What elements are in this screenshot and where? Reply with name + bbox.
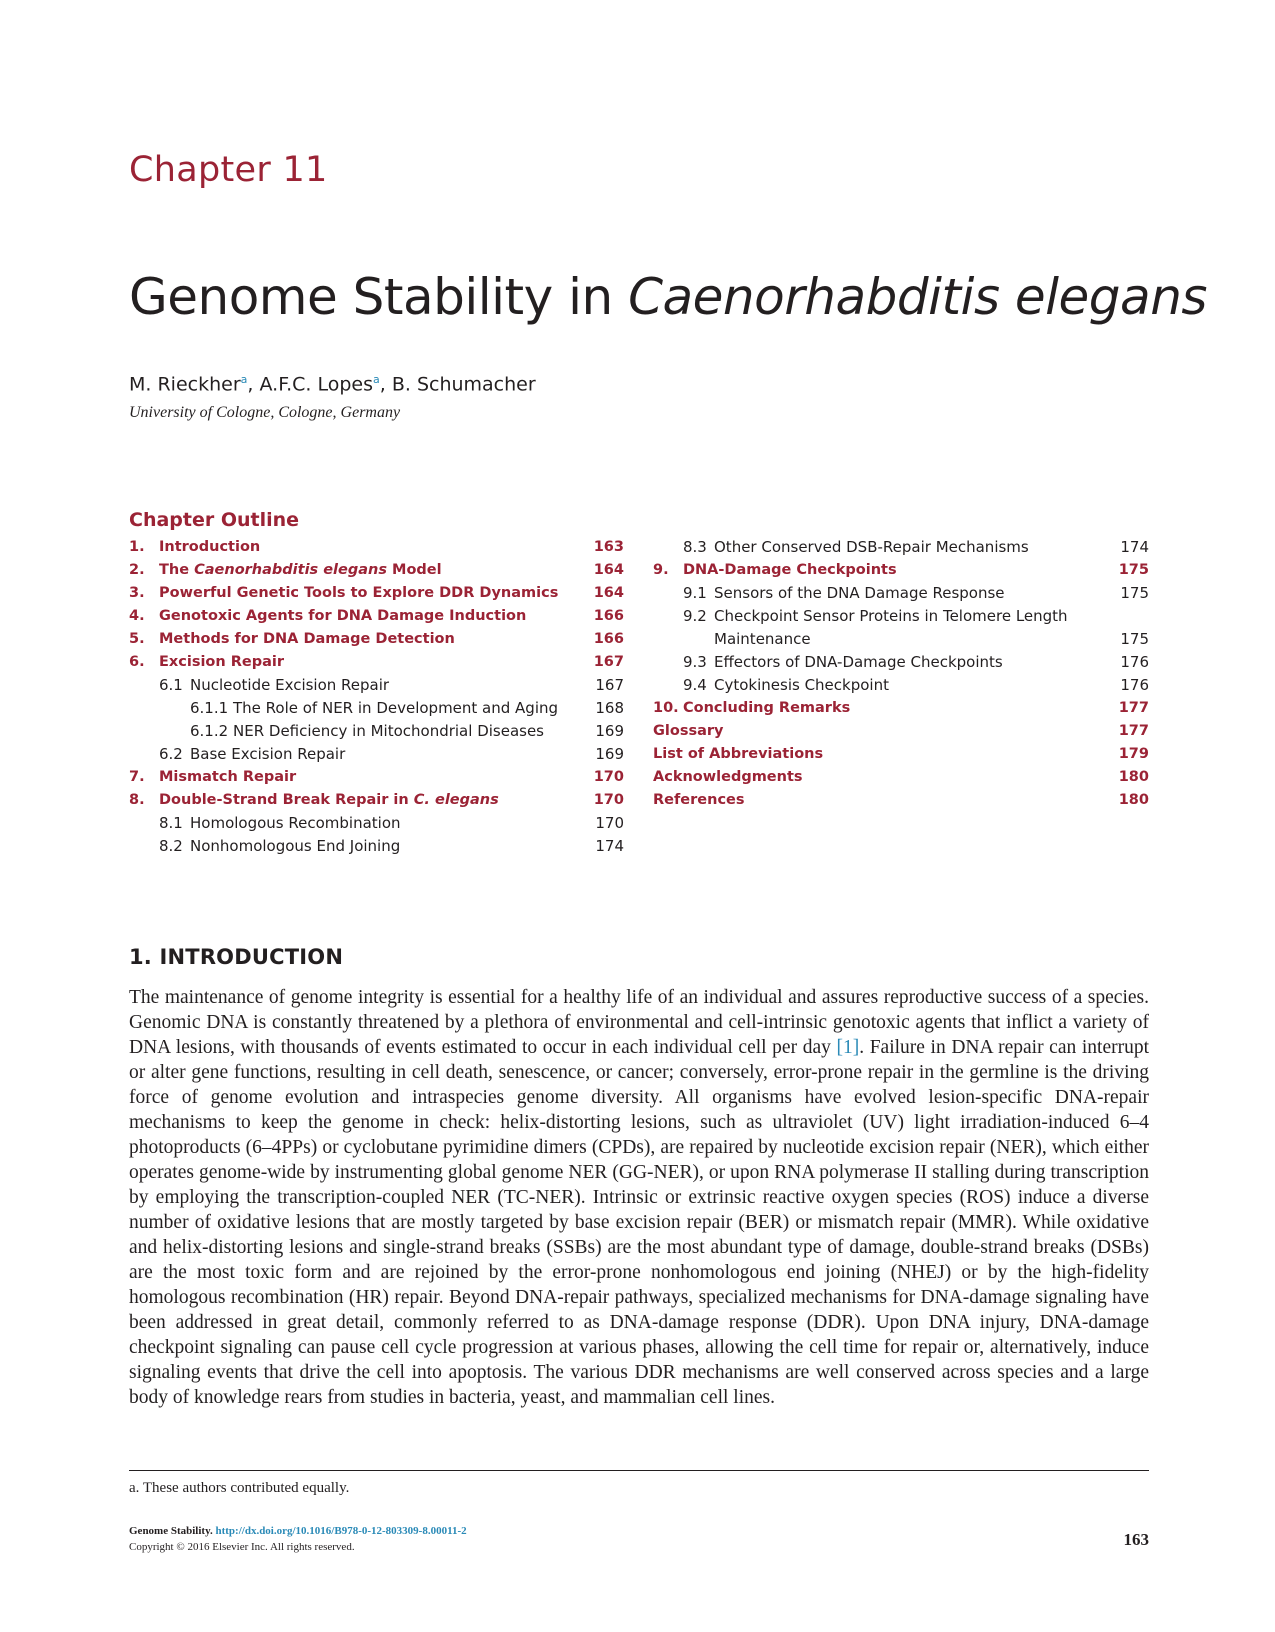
outline-entry-label: Checkpoint Sensor Proteins in Telomere Length (714, 607, 1068, 625)
outline-entry-label-part: Model (386, 562, 442, 578)
outline-entry-page: 174 (1120, 538, 1149, 556)
outline-entry[interactable] (653, 766, 1149, 789)
outline-entry[interactable] (129, 743, 624, 766)
outline-entry-label-italic: Caenorhabditis elegans (194, 562, 387, 578)
outline-entry-label: Powerful Genetic Tools to Explore DDR Dynamics (159, 585, 559, 601)
outline-entry[interactable] (653, 536, 1149, 559)
author-footnote-mark[interactable]: a (240, 373, 248, 386)
outline-entry-page: 180 (1118, 792, 1149, 808)
outline-entry-page: 166 (593, 631, 624, 647)
outline-entry-label-part: The (159, 562, 195, 578)
outline-entry[interactable] (653, 697, 1149, 720)
outline-entry-page: 167 (593, 654, 624, 670)
outline-entry-label-part: Double-Strand Break Repair in (159, 792, 414, 808)
chapter-title-plain: Genome Stability in (129, 268, 629, 326)
chapter-label: Chapter 11 (129, 150, 328, 190)
outline-entry-page: 177 (1118, 700, 1149, 716)
body-text: . Failure in DNA repair can interrupt or alter gene functions, resulting in cell death, senescence, or cancer; conversely, error-prone repair in the germline is the driving force of genome evolution and intraspecies genome diversity. All organisms have evolved lesion-specific DNA-repair mechanisms to keep the genome in check: helix-distorting lesions, such as ultraviolet (UV) light irradiation-induced 6–4 photoproducts (6–4PPs) or cyclobutane pyrimidine dimers (CPDs), are repaired by nucleotide excision repair (NER), which either operates genome-wide by instrumenting global genome NER (GG-NER), or upon RNA polymerase II stalling during transcription by employing the transcription-coupled NER (TC-NER). Intrinsic or extrinsic reactive oxygen species (ROS) induce a diverse number of oxidative lesions that are mostly targeted by base excision repair (BER) or mismatch repair (MMR). While oxidative and helix-distorting lesions and single-strand breaks (SSBs) are the most abundant type of damage, double-strand breaks (DSBs) are the most toxic form and are rejoined by the error-prone nonhomologous end joining (NHEJ) or by the high-fidelity homologous recombination (HR) repair. Beyond DNA-repair pathways, specialized mechanisms for DNA-damage signaling have been addressed in great detail, commonly referred to as DNA-damage response (DDR). Upon DNA injury, DNA-damage checkpoint signaling can pause cell cycle progression at various phases, allowing the cell time for repair or, alternatively, induce signaling events that drive the cell into apoptosis. The various DDR mechanisms are well conserved across species and a large body of knowledge rears from studies in bacteria, yeast, and mammalian cell lines. (129, 1037, 1150, 1408)
outline-entry[interactable] (129, 536, 624, 559)
outline-entry[interactable] (129, 789, 624, 812)
outline-entry-number: 9.4 (683, 676, 707, 694)
outline-entry-page: 169 (595, 745, 624, 763)
outline-entry[interactable] (653, 789, 1149, 812)
outline-entry[interactable] (129, 651, 624, 674)
outline-entry[interactable] (129, 605, 624, 628)
outline-entry-page: 175 (1120, 630, 1149, 648)
outline-entry-page: 175 (1120, 584, 1149, 602)
outline-entry-label: Other Conserved DSB-Repair Mechanisms (714, 538, 1029, 556)
author-name: M. Rieckher (129, 373, 241, 396)
outline-entry[interactable] (653, 651, 1149, 674)
outline-entry-number: 8.1 (159, 814, 183, 832)
outline-entry-number: 3. (129, 585, 145, 601)
outline-entry-number: 7. (129, 769, 145, 785)
section-heading: 1. INTRODUCTION (129, 945, 344, 969)
chapter-title-italic: Caenorhabditis elegans (628, 268, 1207, 326)
outline-entry-page: 180 (1118, 769, 1149, 785)
outline-entry-page: 176 (1120, 653, 1149, 671)
outline-entry-number: 6.2 (159, 745, 183, 763)
body-paragraph (129, 985, 1149, 1410)
outline-entry-number: 6.1.1 (190, 699, 229, 717)
outline-entry-number: 8. (129, 792, 145, 808)
outline-entry[interactable] (129, 559, 624, 582)
outline-entry-label: Homologous Recombination (190, 814, 401, 832)
outline-entry[interactable] (653, 605, 1149, 651)
outline-entry-number: 8.2 (159, 837, 183, 855)
outline-entry-page: 177 (1118, 723, 1149, 739)
outline-entry-label (159, 559, 442, 582)
outline-entry-page: 164 (593, 585, 624, 601)
outline-entry-label: Excision Repair (159, 654, 285, 670)
chapter-title (129, 268, 1207, 326)
outline-entry-label-continued: Maintenance (714, 630, 811, 648)
outline-entry-page: 168 (595, 699, 624, 717)
outline-entry-number: 10. (653, 700, 679, 716)
outline-entry-number: 4. (129, 608, 145, 624)
outline-entry-label: Acknowledgments (653, 769, 803, 785)
outline-entry[interactable] (129, 720, 624, 743)
outline-column-right (653, 536, 1149, 812)
outline-entry-label: Mismatch Repair (159, 769, 297, 785)
outline-entry-label-italic: C. elegans (413, 792, 499, 808)
outline-entry-page: 175 (1118, 562, 1149, 578)
outline-column-left (129, 536, 624, 858)
outline-entry-number: 9.2 (683, 607, 707, 625)
outline-entry[interactable] (129, 674, 624, 697)
author-separator: , (247, 373, 260, 396)
outline-entry-number: 9. (653, 562, 669, 578)
outline-entry-number: 5. (129, 631, 145, 647)
outline-entry-page: 170 (595, 814, 624, 832)
outline-entry-page: 167 (595, 676, 624, 694)
outline-entry[interactable] (129, 766, 624, 789)
outline-entry-label: The Role of NER in Development and Aging (233, 699, 559, 717)
page-number: 163 (1123, 1530, 1149, 1549)
outline-entry-number: 9.1 (683, 584, 707, 602)
footnote-divider (129, 1470, 1149, 1471)
outline-entry-label: Sensors of the DNA Damage Response (714, 584, 1005, 602)
outline-entry[interactable] (129, 835, 624, 858)
outline-entry[interactable] (129, 812, 624, 835)
outline-entry-page: 166 (593, 608, 624, 624)
outline-entry-number: 1. (129, 539, 145, 555)
footnote: a. These authors contributed equally. (129, 1480, 350, 1496)
outline-entry-label: Introduction (159, 539, 261, 555)
outline-entry-label: Cytokinesis Checkpoint (714, 676, 889, 694)
outline-entry-page: 170 (593, 792, 624, 808)
outline-entry[interactable] (129, 697, 624, 720)
author-list (129, 373, 536, 395)
outline-entry-label: List of Abbreviations (653, 746, 824, 762)
outline-entry[interactable] (129, 582, 624, 605)
outline-entry-label: Base Excision Repair (190, 745, 346, 763)
outline-entry-page: 169 (595, 722, 624, 740)
outline-entry-label: Nonhomologous End Joining (190, 837, 401, 855)
outline-entry-label: References (653, 792, 745, 808)
body-text: The maintenance of genome integrity is essential for a healthy life of an individual and assures reproductive success of a species. Genomic DNA is constantly threatened by a plethora of environmental and cell-intrinsic genotoxic agents that inflict a variety of DNA lesions, with thousands of events estimated to occur in each individual cell per day (129, 987, 1149, 1058)
doi-link[interactable]: http://dx.doi.org/10.1016/B978-0-12-803309-8.00011-2 (215, 1525, 467, 1537)
outline-entry-number: 2. (129, 562, 145, 578)
outline-heading: Chapter Outline (129, 509, 300, 531)
outline-entry-label: Methods for DNA Damage Detection (159, 631, 455, 647)
author-name: B. Schumacher (391, 373, 536, 396)
citation-link[interactable]: [1] (836, 1037, 860, 1058)
footer-source (129, 1525, 467, 1537)
footer-copyright: Copyright © 2016 Elsevier Inc. All rights reserved. (129, 1541, 355, 1553)
author-footnote-mark[interactable]: a (372, 373, 380, 386)
outline-entry-label: Effectors of DNA-Damage Checkpoints (714, 653, 1003, 671)
outline-entry[interactable] (653, 743, 1149, 766)
outline-entry-label: Genotoxic Agents for DNA Damage Induction (159, 608, 527, 624)
outline-entry-page: 179 (1118, 746, 1149, 762)
outline-entry[interactable] (653, 674, 1149, 697)
footer-source-label: Genome Stability. (129, 1525, 213, 1537)
outline-entry[interactable] (653, 582, 1149, 605)
outline-entry-number: 6.1.2 (190, 722, 229, 740)
outline-entry[interactable] (653, 720, 1149, 743)
outline-entry-label: NER Deficiency in Mitochondrial Diseases (233, 722, 545, 740)
outline-entry-label: Concluding Remarks (683, 700, 851, 716)
outline-entry-number: 8.3 (683, 538, 707, 556)
outline-entry-page: 163 (593, 539, 624, 555)
outline-entry-label: Glossary (653, 723, 724, 739)
outline-entry-number: 9.3 (683, 653, 707, 671)
outline-entry-label (159, 789, 499, 812)
outline-entry-page: 170 (593, 769, 624, 785)
outline-entry[interactable] (653, 559, 1149, 582)
outline-entry-page: 174 (595, 837, 624, 855)
author-name: A.F.C. Lopes (259, 373, 373, 396)
outline-entry-page: 164 (593, 562, 624, 578)
outline-entry[interactable] (129, 628, 624, 651)
outline-entry-label: DNA-Damage Checkpoints (683, 562, 897, 578)
affiliation: University of Cologne, Cologne, Germany (129, 404, 401, 421)
outline-entry-number: 6. (129, 654, 145, 670)
author-separator: , (379, 373, 392, 396)
outline-entry-label: Nucleotide Excision Repair (190, 676, 390, 694)
outline-entry-number: 6.1 (159, 676, 183, 694)
outline-entry-page: 176 (1120, 676, 1149, 694)
